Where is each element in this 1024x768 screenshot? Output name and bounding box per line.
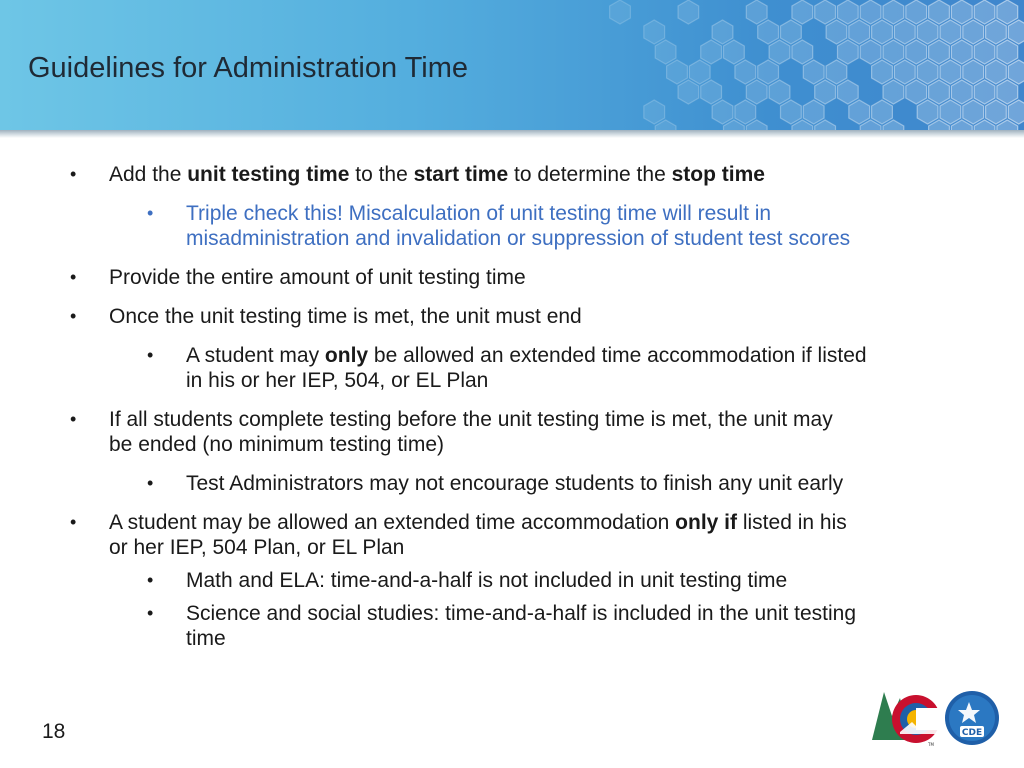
bullet-5-line-1: A student may be allowed an extended time accommodation only if listed in his <box>109 511 847 534</box>
bullet-dot: • <box>70 164 77 184</box>
svg-text:CDE: CDE <box>961 728 983 738</box>
bullet-5-sub-2-line-1: Science and social studies: time-and-a-half is included in the unit testing <box>186 602 857 625</box>
bullet-dot: • <box>70 267 77 287</box>
bullet-dot: • <box>70 512 77 532</box>
cde-badge-icon <box>945 691 999 745</box>
bullet-3-text: Once the unit testing time is met, the unit must end <box>109 305 582 328</box>
bullet-1-sub-1-line-1: Triple check this! Miscalculation of unit testing time will result in <box>186 202 772 225</box>
colorado-cde-logo <box>870 688 1002 750</box>
bullet-2-text: Provide the entire amount of unit testing time <box>109 266 526 289</box>
bullet-dot: • <box>70 409 77 429</box>
bullet-4-line-2: be ended (no minimum testing time) <box>109 433 444 456</box>
page-number: 18 <box>42 720 66 743</box>
sub-bullet-dot: • <box>147 345 154 365</box>
bullet-4-line-1: If all students complete testing before the unit testing time is met, the unit may <box>109 408 833 431</box>
sub-bullet-dot: • <box>147 203 154 223</box>
colorado-c-icon <box>872 692 942 747</box>
bullet-1-text: Add the unit testing time to the start time to determine the stop time <box>109 163 765 186</box>
slide-title: Guidelines for Administration Time <box>28 52 469 84</box>
sub-bullet-dot: • <box>147 473 154 493</box>
bullet-3-sub-1-line-2: in his or her IEP, 504, or EL Plan <box>186 369 489 392</box>
svg-text:TM: TM <box>928 742 934 747</box>
bullet-5-line-2: or her IEP, 504 Plan, or EL Plan <box>109 536 405 559</box>
bullet-4-sub-1: Test Administrators may not encourage students to finish any unit early <box>186 472 844 495</box>
bullet-5-sub-2-line-2: time <box>186 627 226 650</box>
bullet-1-sub-1-line-2: misadministration and invalidation or suppression of student test scores <box>186 227 851 250</box>
bullet-5-sub-1: Math and ELA: time-and-a-half is not included in unit testing time <box>186 569 788 592</box>
bullet-3-sub-1-line-1: A student may only be allowed an extended time accommodation if listed <box>186 344 867 367</box>
sub-bullet-dot: • <box>147 570 154 590</box>
bullet-dot: • <box>70 306 77 326</box>
sub-bullet-dot: • <box>147 603 154 623</box>
